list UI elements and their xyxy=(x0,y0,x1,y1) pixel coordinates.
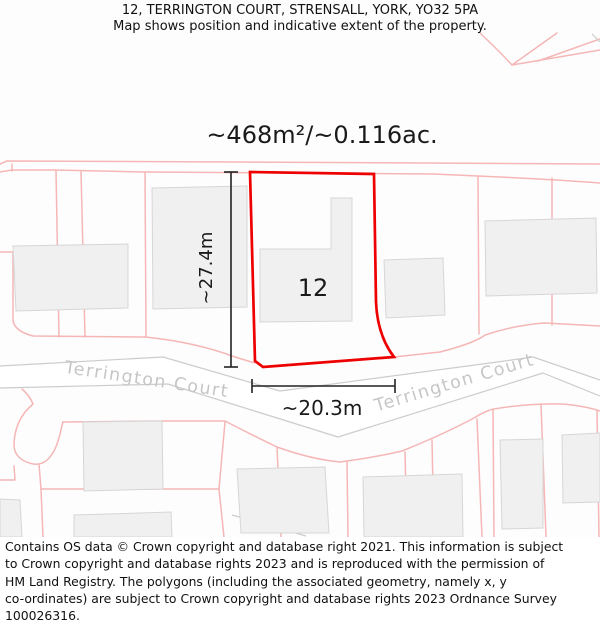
page-title: 12, TERRINGTON COURT, STRENSALL, YORK, YO32 5PA xyxy=(121,3,479,18)
plot-number-label: 12 xyxy=(297,274,329,302)
copyright-notice xyxy=(5,538,597,624)
page-subtitle: Map shows position and indicative extent of the property. xyxy=(113,19,487,34)
building xyxy=(0,499,22,537)
vertical-dimension-label: ~27.4m xyxy=(196,231,217,305)
copyright-line: co-ordinates) are subject to Crown copyright and database rights 2023 Ordnance Survey xyxy=(5,590,557,606)
street-label-left: Terrington Court xyxy=(63,357,231,403)
copyright-line: HM Land Registry. The polygons (including the associated geometry, namely x, y xyxy=(5,573,507,589)
copyright-line: Contains OS data © Crown copyright and database right 2021. This information is subject xyxy=(5,539,564,554)
area-label: ~468m²/~0.116ac. xyxy=(206,121,438,149)
building xyxy=(83,421,163,491)
horizontal-dimension-label: ~20.3m xyxy=(281,396,363,420)
building xyxy=(363,474,463,537)
building xyxy=(74,512,172,537)
building xyxy=(562,433,600,503)
building xyxy=(237,467,329,533)
building xyxy=(384,258,445,318)
building xyxy=(13,244,128,311)
header xyxy=(0,3,600,35)
building xyxy=(485,218,597,296)
copyright-line: to Crown copyright and database rights 2023 and is reproduced with the permission of xyxy=(5,556,545,572)
copyright-line: 100026316. xyxy=(5,608,80,624)
street-label-right: Terrington Court xyxy=(372,350,537,417)
building xyxy=(500,439,543,529)
